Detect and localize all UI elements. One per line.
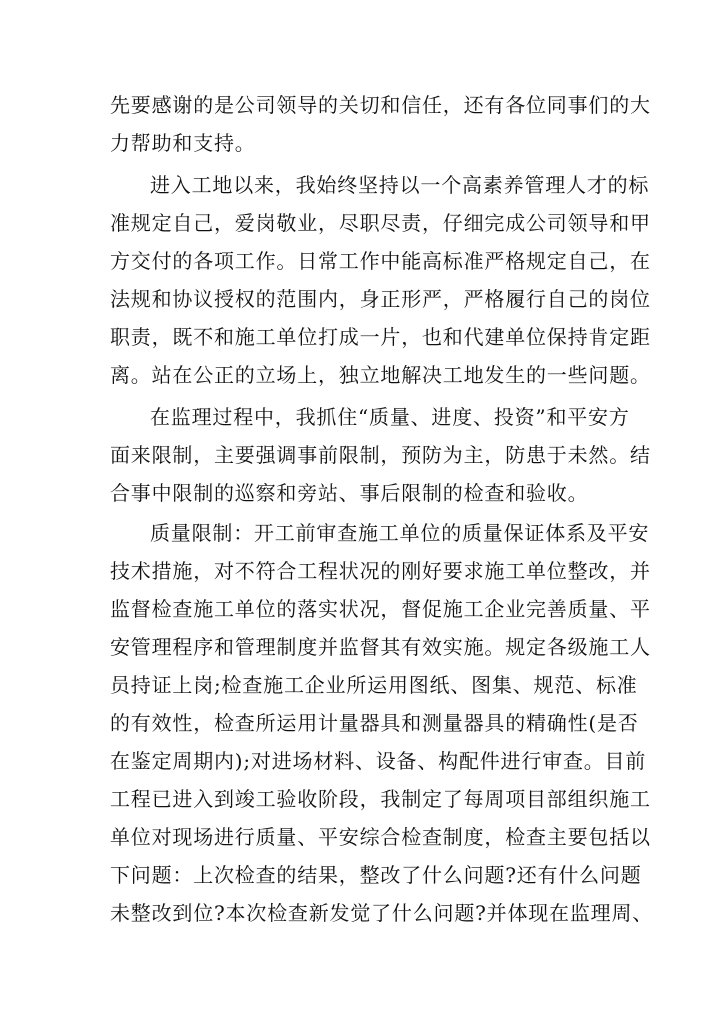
text-line: 未整改到位?本次检查新发觉了什么问题?并体现在监理周、 xyxy=(110,901,654,925)
text-line: 的有效性，检查所运用计量器具和测量器具的精确性(是否 xyxy=(110,711,639,735)
text-line: 面来限制，主要强调事前限制，预防为主，防患于未然。结 xyxy=(110,443,651,467)
text-line: 质量限制：开工前审查施工单位的质量保证体系及平安 xyxy=(150,521,650,545)
text-line: 准规定自己，爱岗敬业，尽职尽责，仔细完成公司领导和甲 xyxy=(110,211,651,235)
text-line: 法规和协议授权的范围内，身正形严，严格履行自己的岗位 xyxy=(110,287,651,311)
text-line: 技术措施，对不符合工程状况的刚好要求施工单位整改，并 xyxy=(110,559,651,583)
text-line: 力帮助和支持。 xyxy=(110,131,256,155)
text-line: 职责，既不和施工单位打成一片，也和代建单位保持肯定距 xyxy=(110,325,651,349)
text-line: 员持证上岗;检查施工企业所运用图纸、图集、规范、标准 xyxy=(110,673,638,697)
text-line: 在鉴定周期内);对进场材料、设备、构配件进行审查。目前 xyxy=(110,749,647,773)
text-line: 先要感谢的是公司领导的关切和信任，还有各位同事们的大 xyxy=(110,93,651,117)
text-line: 合事中限制的巡察和旁站、事后限制的检查和验收。 xyxy=(110,481,589,505)
text-line: 安管理程序和管理制度并监督其有效实施。规定各级施工人 xyxy=(110,635,651,659)
text-line: 监督检查施工单位的落实状况，督促施工企业完善质量、平 xyxy=(110,597,651,621)
text-line: 进入工地以来，我始终坚持以一个高素养管理人才的标 xyxy=(150,173,650,197)
text-line: 方交付的各项工作。日常工作中能高标准严格规定自己，在 xyxy=(110,249,651,273)
text-line: 下问题：上次检查的结果，整改了什么问题?还有什么问题 xyxy=(110,863,642,887)
text-line: 在监理过程中，我抓住“质量、进度、投资”和平安方 xyxy=(150,405,630,429)
text-line: 工程已进入到竣工验收阶段，我制定了每周项目部组织施工 xyxy=(110,787,651,811)
text-line: 单位对现场进行质量、平安综合检查制度，检查主要包括以 xyxy=(110,825,651,849)
text-line: 离。站在公正的立场上，独立地解决工地发生的一些问题。 xyxy=(110,363,651,387)
